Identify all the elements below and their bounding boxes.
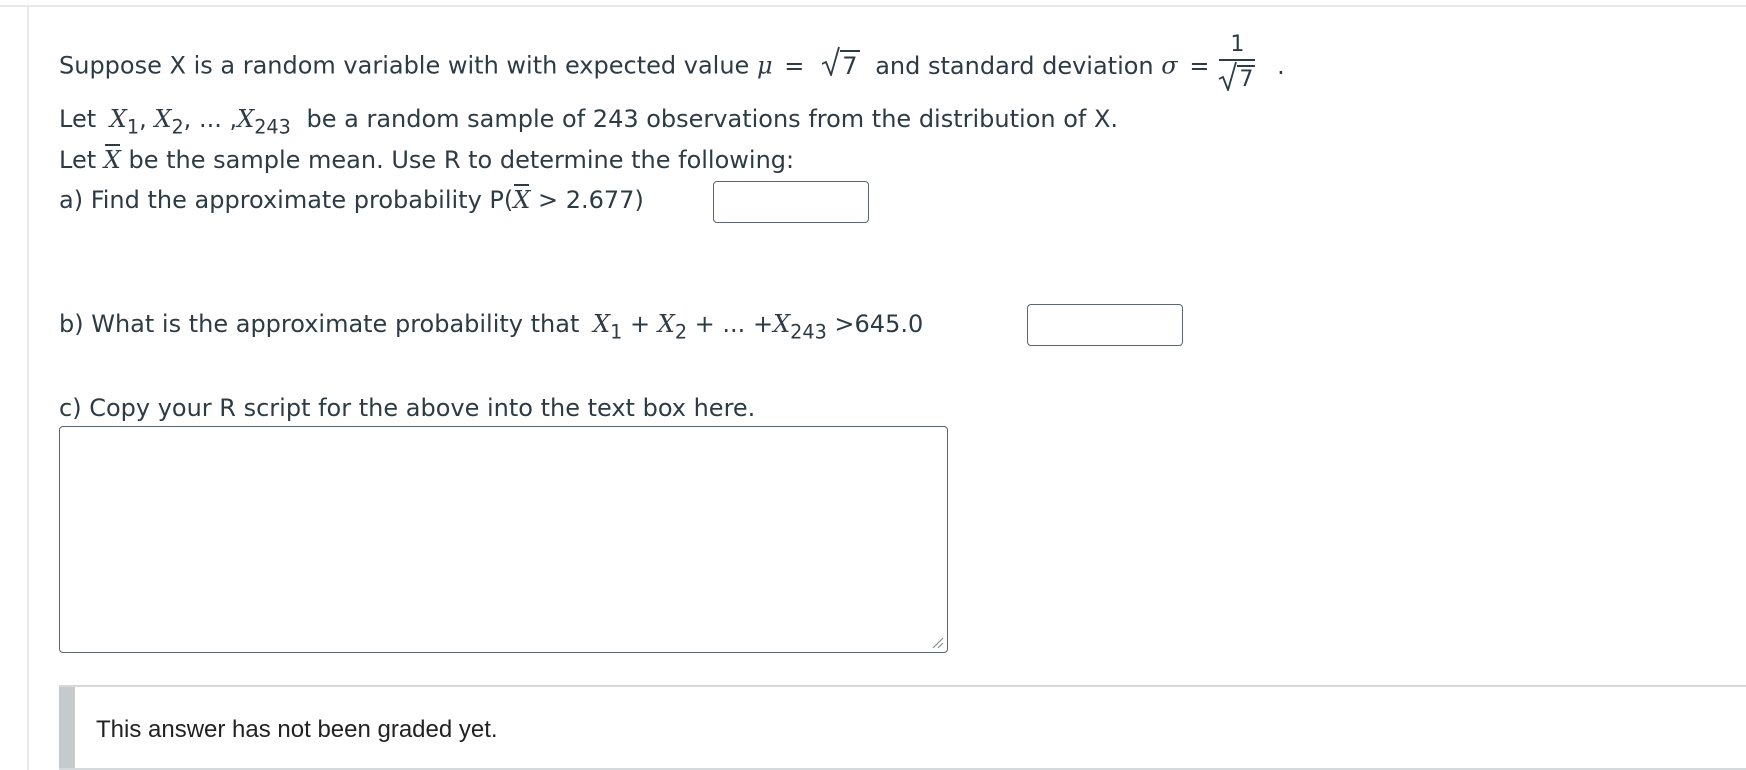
x1-term: $X_1$ <box>109 105 140 139</box>
part-a-answer-input[interactable] <box>713 181 869 223</box>
sqrt-7: 7 <box>822 50 859 78</box>
sample-mean-statement: Let X be the sample mean. Use R to determine the following: <box>59 146 795 174</box>
equals-sign-2: = <box>1189 51 1210 80</box>
grading-status-bar <box>59 687 75 768</box>
intro-end: . <box>1277 51 1285 80</box>
intro-prefix: Suppose X is a random variable with with expected value <box>59 51 750 80</box>
sample-statement: Let $X_1$, $X_2$, ... $,X_{243}$ be a random sample of 243 observations from the distribution of X. <box>59 105 1119 139</box>
top-divider <box>0 5 1746 7</box>
part-b-answer-input[interactable] <box>1027 304 1183 346</box>
grading-status-text: This answer has not been graded yet. <box>96 716 498 743</box>
resize-handle-icon[interactable] <box>930 635 944 649</box>
x-bar-symbol: X <box>513 186 531 214</box>
x2-term: $X_2$ <box>154 105 184 139</box>
grading-status-panel <box>59 685 1746 770</box>
mu-symbol: μ <box>756 51 773 80</box>
intro-middle: and standard deviation <box>875 51 1154 80</box>
equals-sign: = <box>784 51 805 80</box>
part-b-question: b) What is the approximate probability that $X_1 + X_2$ + ... $+X_{243} >645.0$ <box>59 310 924 344</box>
sigma-symbol: σ <box>1161 51 1178 80</box>
sigma-fraction: $\frac{1}{7}$ <box>1219 34 1255 91</box>
x243-term: $X_{243}$ <box>237 105 291 139</box>
question-intro <box>59 32 1285 95</box>
left-divider <box>27 6 29 770</box>
x-bar-symbol: X <box>103 146 121 174</box>
r-script-textarea[interactable] <box>59 426 948 653</box>
radical-icon <box>1219 61 1237 91</box>
part-a-question: a) Find the approximate probability P(X > 2.677) <box>59 186 644 214</box>
part-c-question: c) Copy your R script for the above into the text box here. <box>59 394 756 422</box>
radical-icon <box>822 46 840 76</box>
